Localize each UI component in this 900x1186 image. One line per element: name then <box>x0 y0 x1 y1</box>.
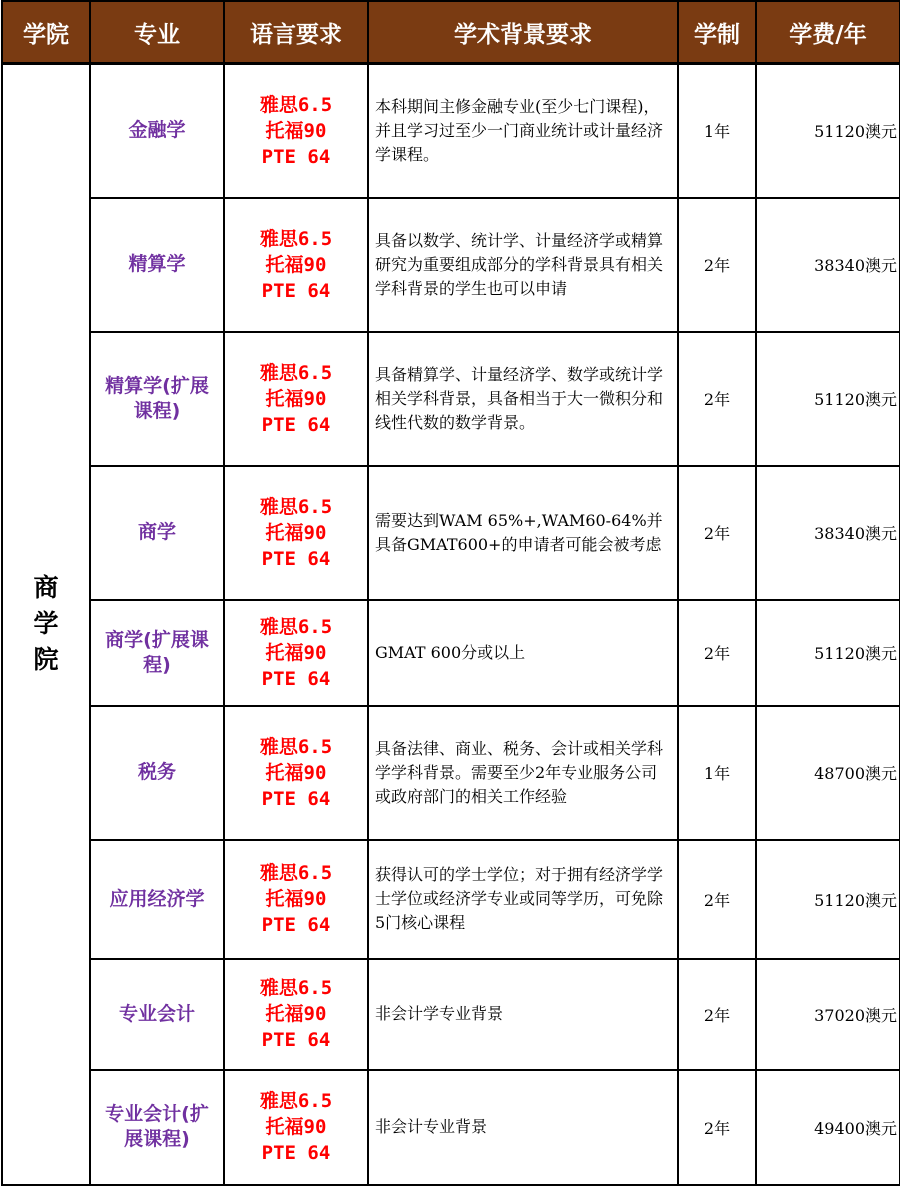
academic-cell: 具备以数学、统计学、计量经济学或精算研究为重要组成部分的学科背景具有相关学科背景的学生也可以申请 <box>368 198 678 332</box>
language-cell <box>224 959 368 1070</box>
fee-cell: 38340澳元 <box>756 466 900 600</box>
pte-score: PTE 64 <box>261 547 331 570</box>
duration-cell: 1年 <box>678 706 756 840</box>
toefl-score: 托福90 <box>265 387 327 410</box>
language-cell <box>224 64 368 198</box>
major-cell: 金融学 <box>90 64 224 198</box>
ielts-score: 雅思6.5 <box>259 227 333 250</box>
toefl-score: 托福90 <box>265 888 327 910</box>
ielts-score: 雅思6.5 <box>259 862 333 884</box>
ielts-score: 雅思6.5 <box>259 1090 333 1112</box>
pte-score: PTE 64 <box>261 279 331 302</box>
table-row <box>2 706 900 840</box>
college-cell <box>2 64 90 1185</box>
academic-cell: 本科期间主修金融专业(至少七门课程)，并且学习过至少一门商业统计或计量经济学课程。 <box>368 64 678 198</box>
ielts-score: 雅思6.5 <box>259 735 333 758</box>
major-cell: 应用经济学 <box>90 840 224 959</box>
header-college: 学院 <box>2 1 90 64</box>
toefl-score: 托福90 <box>265 253 327 276</box>
toefl-score: 托福90 <box>265 1003 327 1025</box>
major-cell: 专业会计(扩展课程) <box>90 1070 224 1185</box>
academic-cell: GMAT 600分或以上 <box>368 600 678 706</box>
duration-cell: 2年 <box>678 840 756 959</box>
fee-cell: 38340澳元 <box>756 198 900 332</box>
duration-cell: 2年 <box>678 332 756 466</box>
academic-cell: 获得认可的学士学位；对于拥有经济学学士学位或经济学专业或同等学历，可免除5门核心课程 <box>368 840 678 959</box>
ielts-score: 雅思6.5 <box>259 977 333 999</box>
table-row <box>2 466 900 600</box>
language-cell <box>224 198 368 332</box>
academic-cell: 非会计专业背景 <box>368 1070 678 1185</box>
pte-score: PTE 64 <box>261 145 331 168</box>
fee-cell: 51120澳元 <box>756 332 900 466</box>
duration-cell: 2年 <box>678 1070 756 1185</box>
major-cell: 专业会计 <box>90 959 224 1070</box>
fee-cell: 37020澳元 <box>756 959 900 1070</box>
header-row <box>2 1 900 64</box>
ielts-score: 雅思6.5 <box>259 615 333 638</box>
fee-cell: 51120澳元 <box>756 600 900 706</box>
language-cell <box>224 840 368 959</box>
header-language: 语言要求 <box>224 1 368 64</box>
language-cell <box>224 466 368 600</box>
academic-cell: 具备法律、商业、税务、会计或相关学科学学科背景。需要至少2年专业服务公司或政府部门的相关工作经验 <box>368 706 678 840</box>
pte-score: PTE 64 <box>261 413 331 436</box>
academic-cell: 非会计学专业背景 <box>368 959 678 1070</box>
pte-score: PTE 64 <box>261 914 331 936</box>
major-cell: 精算学 <box>90 198 224 332</box>
toefl-score: 托福90 <box>265 119 327 142</box>
table-row <box>2 1070 900 1185</box>
fee-cell: 48700澳元 <box>756 706 900 840</box>
academic-cell: 需要达到WAM 65%+,WAM60-64%并具备GMAT600+的申请者可能会被考虑 <box>368 466 678 600</box>
major-cell: 税务 <box>90 706 224 840</box>
toefl-score: 托福90 <box>265 1116 327 1138</box>
pte-score: PTE 64 <box>261 787 331 810</box>
duration-cell: 2年 <box>678 600 756 706</box>
duration-cell: 1年 <box>678 64 756 198</box>
fee-cell: 51120澳元 <box>756 64 900 198</box>
language-cell <box>224 600 368 706</box>
major-cell: 商学(扩展课程) <box>90 600 224 706</box>
language-cell <box>224 1070 368 1185</box>
pte-score: PTE 64 <box>261 1029 331 1051</box>
header-academic: 学术背景要求 <box>368 1 678 64</box>
header-fee: 学费/年 <box>756 1 900 64</box>
header-major: 专业 <box>90 1 224 64</box>
toefl-score: 托福90 <box>265 641 327 664</box>
language-cell <box>224 706 368 840</box>
ielts-score: 雅思6.5 <box>259 93 333 116</box>
fee-cell: 49400澳元 <box>756 1070 900 1185</box>
fee-cell: 51120澳元 <box>756 840 900 959</box>
ielts-score: 雅思6.5 <box>259 495 333 518</box>
table-row <box>2 198 900 332</box>
pte-score: PTE 64 <box>261 1142 331 1164</box>
toefl-score: 托福90 <box>265 521 327 544</box>
header-duration: 学制 <box>678 1 756 64</box>
table-body <box>2 64 900 1185</box>
pte-score: PTE 64 <box>261 667 331 690</box>
toefl-score: 托福90 <box>265 761 327 784</box>
major-cell: 精算学(扩展课程) <box>90 332 224 466</box>
duration-cell: 2年 <box>678 959 756 1070</box>
language-cell <box>224 332 368 466</box>
table-row <box>2 332 900 466</box>
major-cell: 商学 <box>90 466 224 600</box>
duration-cell: 2年 <box>678 198 756 332</box>
table-row <box>2 959 900 1070</box>
academic-cell: 具备精算学、计量经济学、数学或统计学相关学科背景，具备相当于大一微积分和线性代数的数学背景。 <box>368 332 678 466</box>
ielts-score: 雅思6.5 <box>259 361 333 384</box>
duration-cell: 2年 <box>678 466 756 600</box>
program-table <box>1 0 900 1186</box>
college-name: 商 学 院 <box>33 573 59 675</box>
table-row <box>2 600 900 706</box>
table-row <box>2 840 900 959</box>
table-row <box>2 64 900 198</box>
